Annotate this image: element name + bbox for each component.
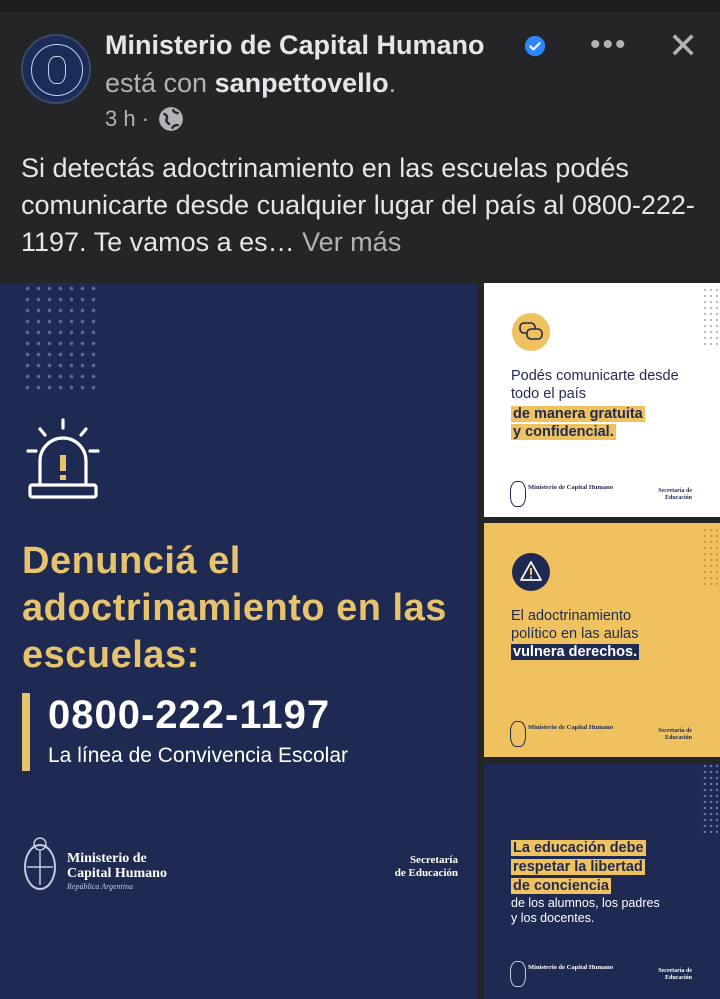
tagged-line bbox=[105, 68, 396, 99]
with-prefix: está con bbox=[105, 68, 208, 98]
panel3-highlight-2: respetar la libertad bbox=[513, 859, 643, 875]
ministry-republic: República Argentina bbox=[67, 882, 133, 891]
page-avatar[interactable] bbox=[21, 34, 91, 104]
chat-bubbles-icon bbox=[512, 313, 550, 351]
verified-badge-icon bbox=[524, 35, 546, 57]
ministry-name bbox=[67, 851, 167, 881]
panel3-highlight-3: de conciencia bbox=[513, 878, 609, 894]
accent-bar bbox=[22, 693, 30, 771]
ministry-line-1: Ministerio de bbox=[67, 851, 147, 866]
dot-pattern bbox=[702, 287, 720, 347]
image-panel-3[interactable] bbox=[484, 763, 720, 999]
panel1-text bbox=[511, 367, 691, 441]
panel3-plain-2: y los docentes. bbox=[511, 911, 595, 925]
panel2-plain-2: político en las aulas bbox=[511, 626, 639, 642]
panel3-text bbox=[511, 839, 711, 926]
panel2-plain-1: El adoctrinamiento bbox=[511, 608, 632, 624]
hotline-caption: La línea de Convivencia Escolar bbox=[48, 744, 349, 767]
secretaria-line-1: Secretaría bbox=[409, 854, 458, 866]
coat-of-arms-logo-icon bbox=[510, 721, 526, 747]
dot-pattern bbox=[702, 763, 720, 833]
panel3-secretaria: Secretaría de Educación bbox=[658, 968, 692, 981]
secretaria-line-2: de Educación bbox=[394, 867, 458, 879]
post-text bbox=[21, 150, 711, 261]
more-options-icon[interactable]: ••• bbox=[590, 28, 628, 61]
image-panel-2[interactable] bbox=[484, 523, 720, 757]
coat-of-arms-logo-icon bbox=[510, 481, 526, 507]
post-body: Si detectás adoctrinamiento en las escuelas podés comunicarte desde cualquier lugar del país al 0800-222-1197. Te vamos a es… bbox=[21, 153, 695, 257]
alarm-siren-icon bbox=[18, 415, 108, 505]
image-panel-1[interactable] bbox=[484, 283, 720, 517]
globe-icon bbox=[158, 106, 184, 132]
panel2-text bbox=[511, 607, 691, 661]
coat-of-arms-logo-icon bbox=[510, 961, 526, 987]
with-suffix: . bbox=[388, 68, 397, 98]
dot-pattern bbox=[702, 527, 720, 587]
panel1-highlight-1: de manera gratuita bbox=[513, 406, 643, 422]
panel2-secretaria: Secretaría de Educación bbox=[658, 728, 692, 741]
post-timestamp[interactable]: 3 h · bbox=[105, 106, 150, 131]
panel3-plain-1: de los alumnos, los padres bbox=[511, 896, 660, 910]
tagged-user-link[interactable]: sanpettovello bbox=[214, 68, 389, 98]
panel2-ministry: Ministerio de Capital Humano bbox=[528, 724, 614, 731]
secretaria-label bbox=[382, 854, 458, 880]
panel3-highlight-1: La educación debe bbox=[513, 840, 644, 856]
panel2-highlight: vulnera derechos. bbox=[513, 644, 638, 660]
coat-of-arms-logo-icon bbox=[20, 835, 60, 893]
hotline-number: 0800-222-1197 bbox=[48, 693, 331, 737]
panel1-ministry: Ministerio de Capital Humano bbox=[528, 484, 614, 491]
coat-of-arms-icon bbox=[48, 56, 66, 84]
ministry-line-2: Capital Humano bbox=[67, 866, 167, 881]
panel3-ministry: Ministerio de Capital Humano bbox=[528, 964, 614, 971]
author-name[interactable]: Ministerio de Capital Humano bbox=[105, 30, 485, 60]
panel1-highlight-2: y confidencial. bbox=[513, 424, 614, 440]
campaign-headline: Denunciá el adoctrinamiento en las escuelas: bbox=[22, 540, 447, 676]
close-icon[interactable]: ✕ bbox=[668, 25, 699, 66]
panel1-plain: Podés comunicarte desde todo el país bbox=[511, 368, 679, 402]
panel1-secretaria: Secretaría de Educación bbox=[658, 488, 692, 501]
warning-icon bbox=[512, 553, 550, 591]
dot-pattern bbox=[22, 283, 102, 393]
see-more-link[interactable]: Ver más bbox=[302, 227, 402, 257]
top-divider bbox=[0, 0, 720, 12]
